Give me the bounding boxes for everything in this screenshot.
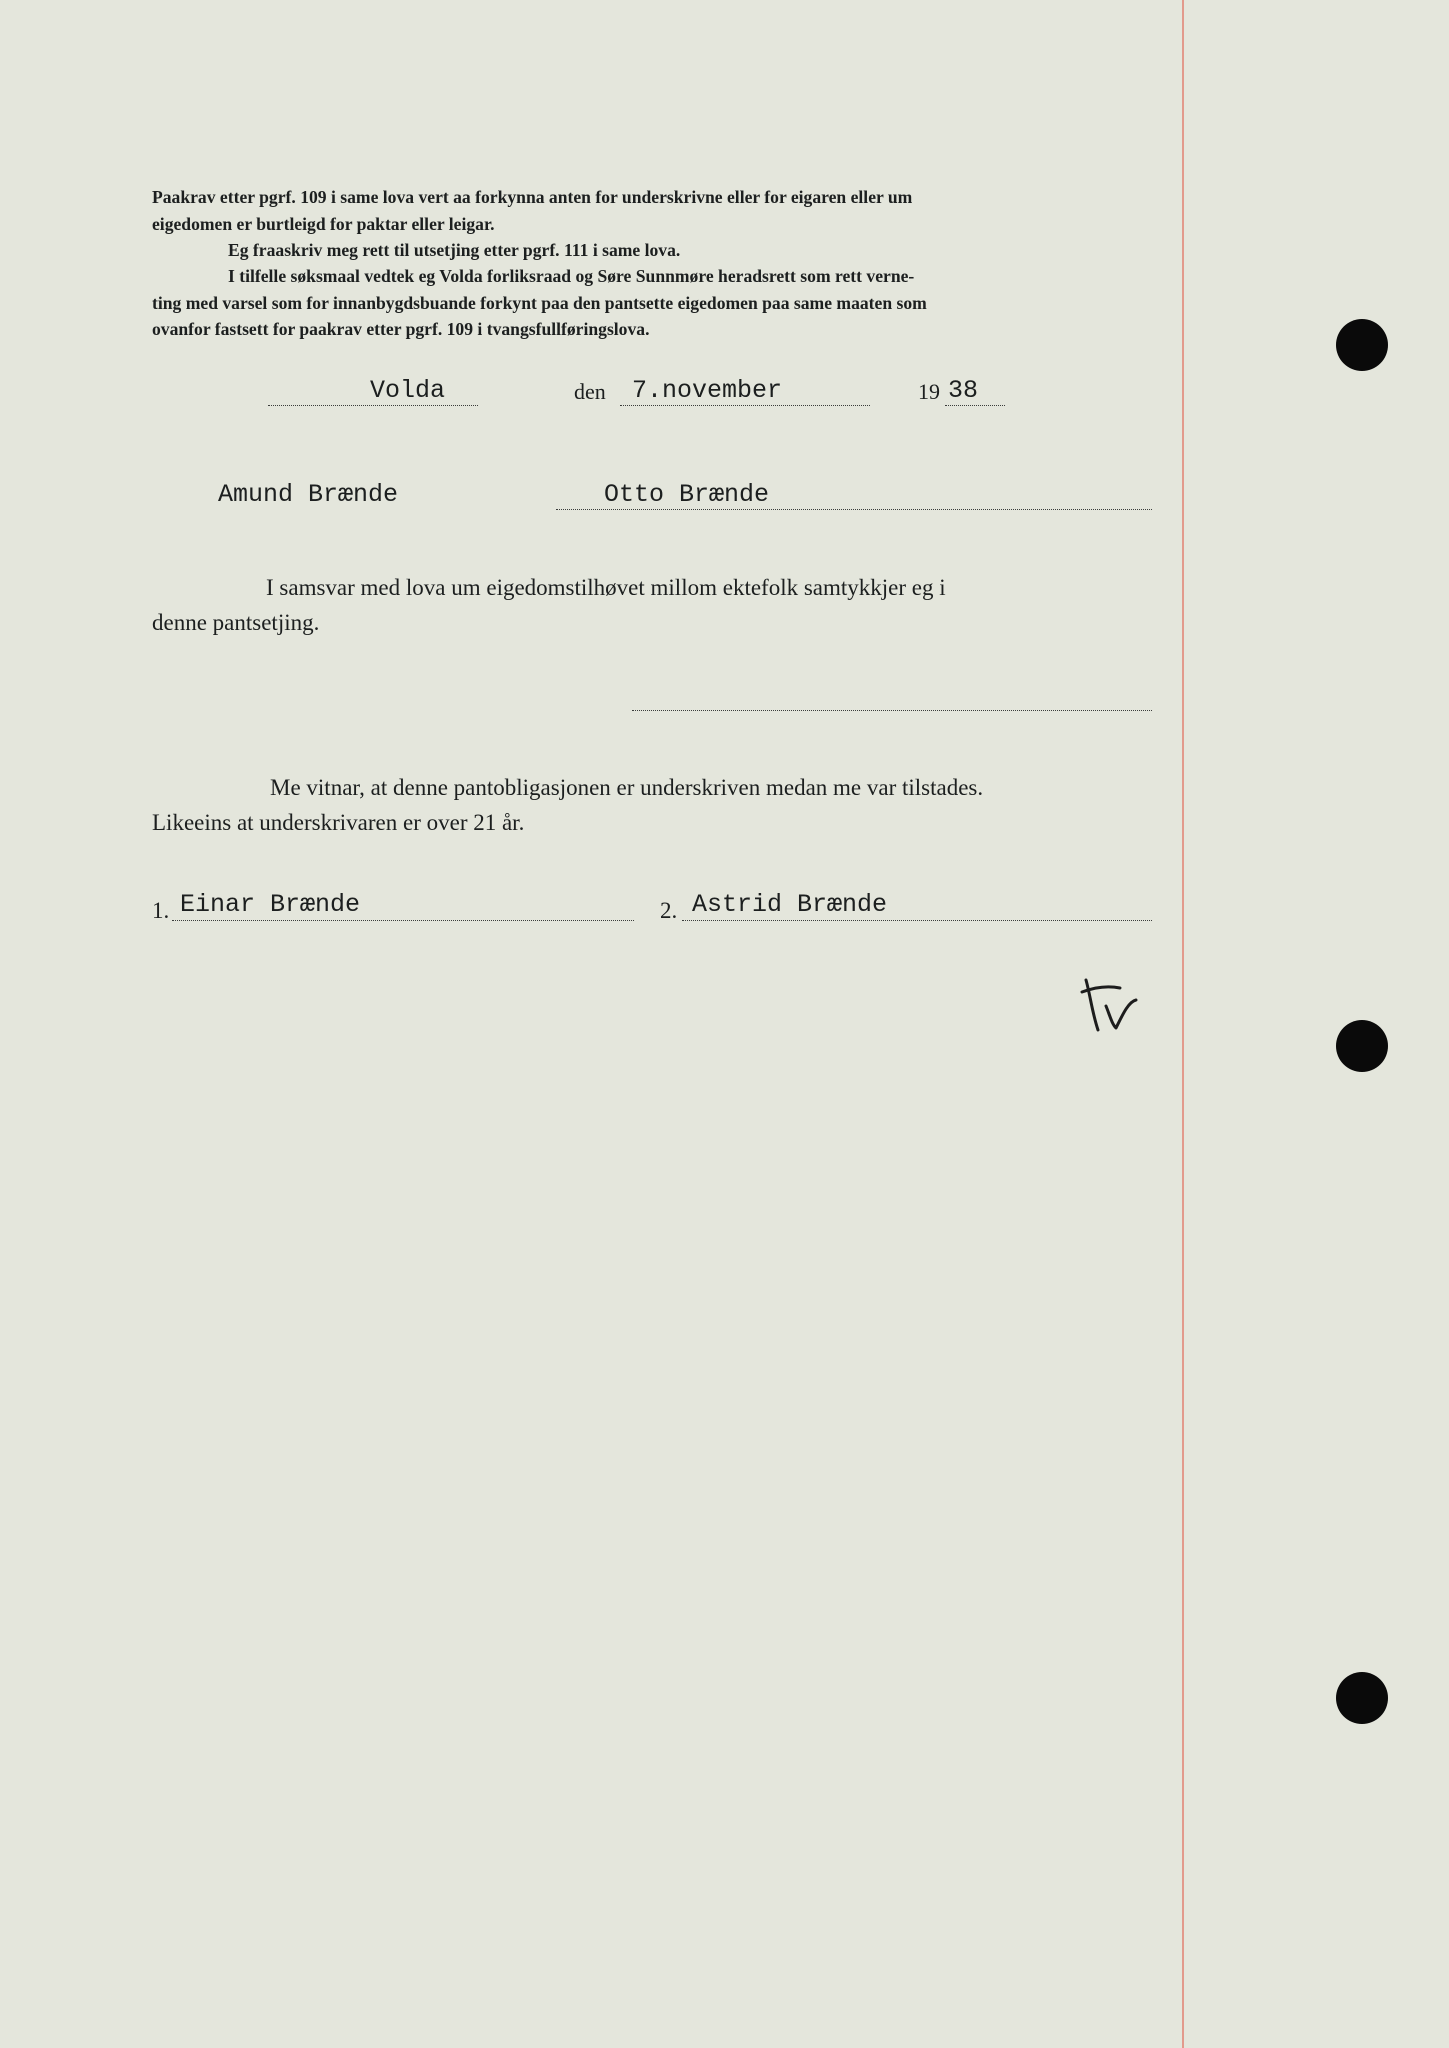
signer-dotline <box>556 509 1152 510</box>
text-line: ting med varsel som for innanbygdsbuande forkynt paa den pantsette eigedomen paa same maaten som <box>152 292 927 313</box>
punch-hole <box>1336 1020 1388 1072</box>
text-line: ovanfor fastsett for paakrav etter pgrf. 109 i tvangsfullføringslova. <box>152 319 650 339</box>
witness-num-1: 1. <box>152 898 170 923</box>
date-dotline <box>620 405 870 406</box>
date: 7.november <box>632 376 783 405</box>
year-suffix: 38 <box>948 376 979 405</box>
text-line: eigedomen er burtleigd for paktar eller leigar. <box>152 213 495 234</box>
paragraph-fraaskriv <box>152 237 1154 264</box>
text-line: I tilfelle søksmaal vedtek eg Volda forliksraad og Søre Sunnmøre heradsrett som rett verne- <box>228 266 915 286</box>
witness-num-2: 2. <box>660 898 678 923</box>
punch-hole <box>1336 319 1388 371</box>
year-prefix: 19 <box>918 379 940 404</box>
signer-2: Otto Brænde <box>604 480 770 509</box>
text-line: I samsvar med lova um eigedomstilhøvet millom ektefolk samtykkjer eg i <box>266 575 946 600</box>
witness-name-2: Astrid Brænde <box>692 890 888 919</box>
consent-signature-dotline <box>632 710 1152 711</box>
place: Volda <box>370 376 446 405</box>
paragraph-soksmaal <box>152 263 1154 343</box>
witness-dotline-1 <box>172 920 634 921</box>
witness-paragraph <box>152 770 1154 840</box>
handwritten-initials <box>1076 972 1146 1042</box>
witness-name-1: Einar Brænde <box>180 890 361 919</box>
signer-1: Amund Brænde <box>218 480 399 509</box>
place-dotline <box>268 405 478 406</box>
punch-hole <box>1336 1672 1388 1724</box>
den-label: den <box>574 379 606 404</box>
consent-paragraph <box>152 570 1154 640</box>
paragraph-paakrav <box>152 184 1154 237</box>
text-line: Paakrav etter pgrf. 109 i same lova vert aa forkynna anten for underskrivne eller for eigaren eller um <box>152 187 913 207</box>
year-dotline <box>945 405 1005 406</box>
text-line: Eg fraaskriv meg rett til utsetjing etter pgrf. 111 i same lova. <box>228 240 681 260</box>
text-line: Likeeins at underskrivaren er over 21 år. <box>152 810 525 835</box>
text-line: Me vitnar, at denne pantobligasjonen er underskriven medan me var tilstades. <box>270 775 984 800</box>
text-line: denne pantsetjing. <box>152 610 320 635</box>
witness-dotline-2 <box>682 920 1152 921</box>
margin-line <box>1182 0 1184 2048</box>
